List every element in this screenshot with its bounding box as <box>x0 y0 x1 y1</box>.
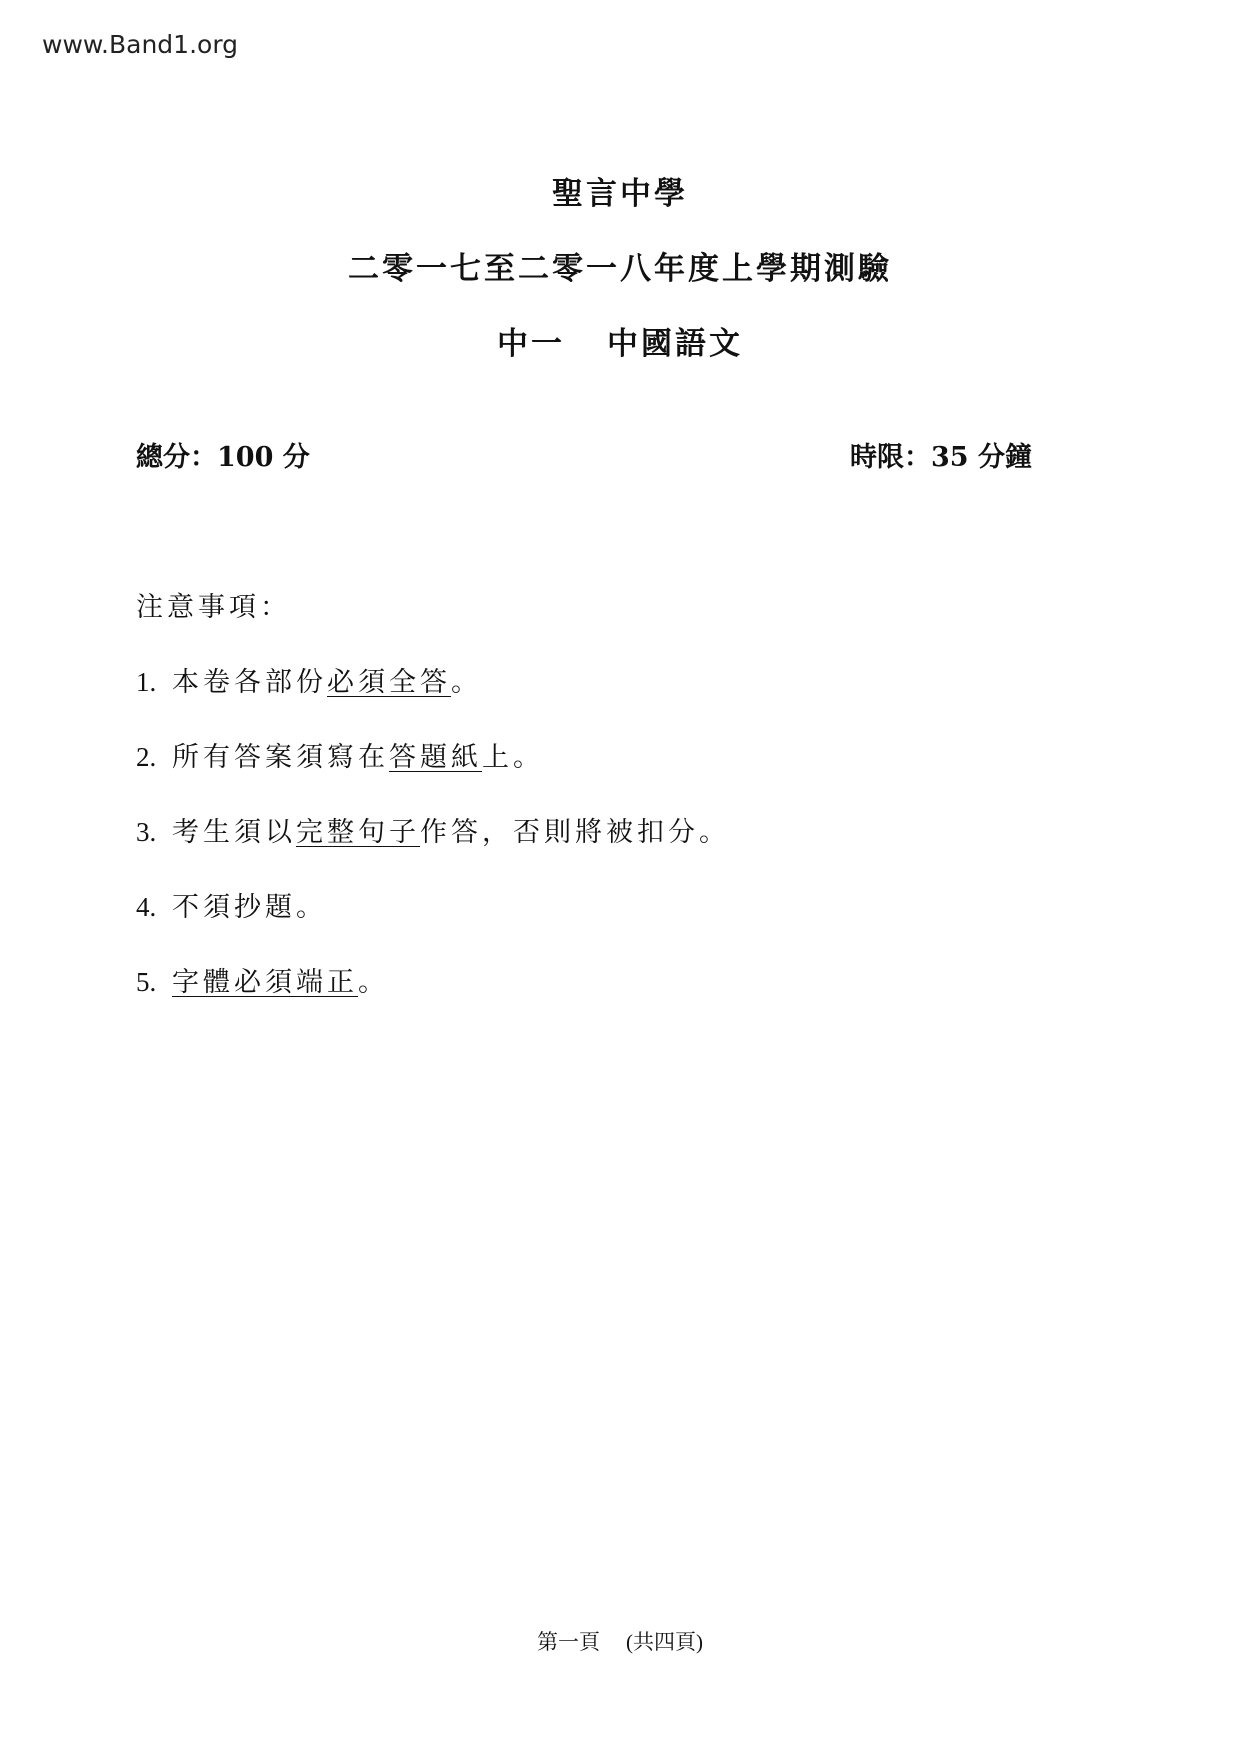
note-item <box>136 735 730 810</box>
total-score-label: 總分： <box>136 442 217 473</box>
note-text: 作答，否則將被扣分。 <box>420 817 730 848</box>
time-limit <box>850 435 1032 474</box>
page-number: 第一頁 <box>537 1630 600 1654</box>
note-underlined-text: 完整句子 <box>296 817 420 848</box>
total-score <box>136 435 310 474</box>
subject-label: 中國語文 <box>607 326 743 362</box>
note-underlined-text: 字體必須端正 <box>172 967 358 998</box>
note-number: 2. <box>136 742 157 772</box>
note-number: 1. <box>136 667 157 697</box>
time-limit-value: 35 分鐘 <box>931 442 1032 473</box>
school-name: 聖言中學 <box>552 176 688 212</box>
total-score-value: 100 分 <box>217 442 310 473</box>
note-item <box>136 810 730 885</box>
note-number: 3. <box>136 817 157 847</box>
subject-line <box>0 318 1240 363</box>
note-text: 。 <box>451 667 482 698</box>
note-item <box>136 660 730 735</box>
note-text: 所有答案須寫在 <box>172 742 389 773</box>
note-text: 不須抄題。 <box>172 892 327 923</box>
watermark-url: www.Band1.org <box>42 30 239 59</box>
note-number: 4. <box>136 892 157 922</box>
note-text: 本卷各部份 <box>172 667 327 698</box>
note-item <box>136 885 730 960</box>
note-underlined-text: 答題紙 <box>389 742 482 773</box>
note-number: 5. <box>136 967 157 997</box>
note-text: 上。 <box>482 742 544 773</box>
exam-title: 二零一七至二零一八年度上學期測驗 <box>348 251 892 287</box>
total-pages: (共四頁) <box>626 1630 703 1654</box>
note-underlined-text: 必須全答 <box>327 667 451 698</box>
grade-label: 中一 <box>497 326 565 362</box>
time-limit-label: 時限： <box>850 442 932 473</box>
note-text: 考生須以 <box>172 817 296 848</box>
note-text: 。 <box>358 967 389 998</box>
note-item <box>136 960 730 1035</box>
notes-list <box>136 660 730 1035</box>
notes-title: 注意事項： <box>136 592 291 623</box>
page-footer <box>0 1626 1240 1656</box>
